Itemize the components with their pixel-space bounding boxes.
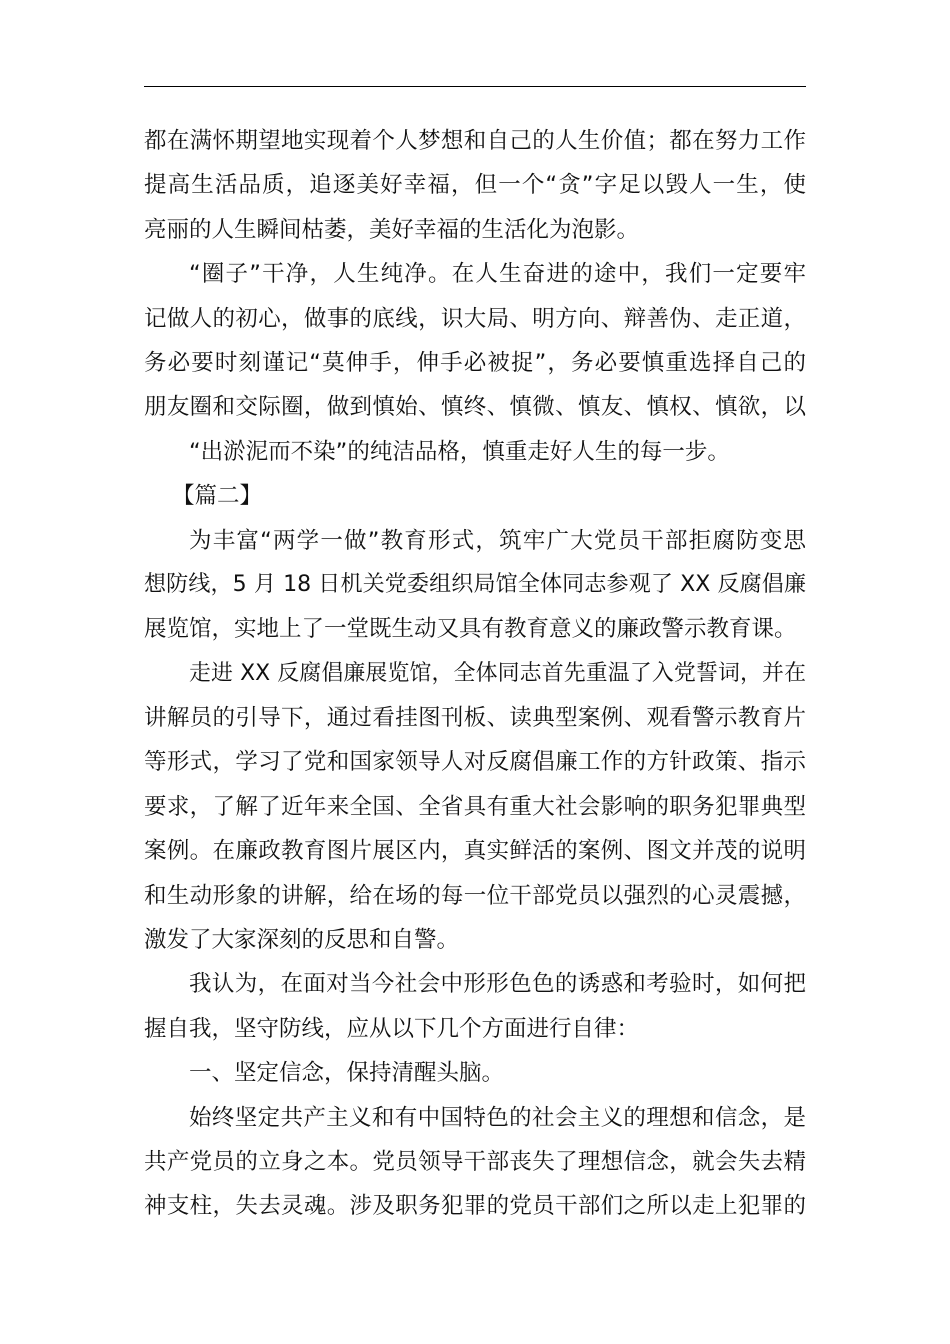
text-line: 握自我，坚守防线，应从以下几个方面进行自律： [144,1015,640,1042]
text-line: 等形式，学习了党和国家领导人对反腐倡廉工作的方针政策、指示 [144,749,806,776]
text-line: 讲解员的引导下，通过看挂图刊板、读典型案例、观看警示教育片 [144,705,806,732]
document-body [144,119,806,1229]
text-line: 展览馆，实地上了一堂既生动又具有教育意义的廉政警示教育课。 [144,616,797,643]
section-heading: 【篇二】 [172,483,263,510]
text-line: 想防线，5 月 18 日机关党委组织局馆全体同志参观了 XX 反腐倡廉 [144,571,806,597]
text-line: 神支柱，失去灵魂。涉及职务犯罪的党员干部们之所以走上犯罪的 [144,1193,806,1220]
text-line: 案例。在廉政教育图片展区内，真实鲜活的案例、图文并茂的说明 [144,838,806,865]
text-line: 共产党员的立身之本。党员领导干部丧失了理想信念，就会失去精 [144,1148,806,1175]
text-line: 务必要时刻谨记“莫伸手，伸手必被捉”，务必要慎重选择自己的 [144,349,806,376]
text-line: 走进 XX 反腐倡廉展览馆，全体同志首先重温了入党誓词，并在 [189,660,806,686]
text-line: 我认为，在面对当今社会中形形色色的诱惑和考验时，如何把 [189,971,806,998]
text-line: 激发了大家深刻的反思和自警。 [144,927,460,954]
text-line: 记做人的初心，做事的底线，识大局、明方向、辩善伪、走正道， [144,305,806,332]
text-line: “出淤泥而不染”的纯洁品格，慎重走好人生的每一步。 [189,438,730,465]
text-line: 始终坚定共产主义和有中国特色的社会主义的理想和信念，是 [189,1104,806,1131]
text-line: 和生动形象的讲解，给在场的每一位干部党员以强烈的心灵震撼， [144,882,806,909]
text-line: 亮丽的人生瞬间枯萎，美好幸福的生活化为泡影。 [144,216,640,243]
text-line: 提高生活品质，追逐美好幸福，但一个“贪”字足以毁人一生，使 [144,172,806,199]
text-line: 要求，了解了近年来全国、全省具有重大社会影响的职务犯罪典型 [144,793,806,820]
text-line: 为丰富“两学一做”教育形式，筑牢广大党员干部拒腐防变思 [189,527,806,554]
text-line: 朋友圈和交际圈，做到慎始、慎终、慎微、慎友、慎权、慎欲，以 [144,394,806,421]
text-line: “圈子”干净，人生纯净。在人生奋进的途中，我们一定要牢 [189,261,806,288]
subsection-heading: 一、坚定信念，保持清醒头脑。 [189,1060,505,1087]
header-rule [144,86,806,87]
text-line: 都在满怀期望地实现着个人梦想和自己的人生价值；都在努力工作 [144,128,806,154]
